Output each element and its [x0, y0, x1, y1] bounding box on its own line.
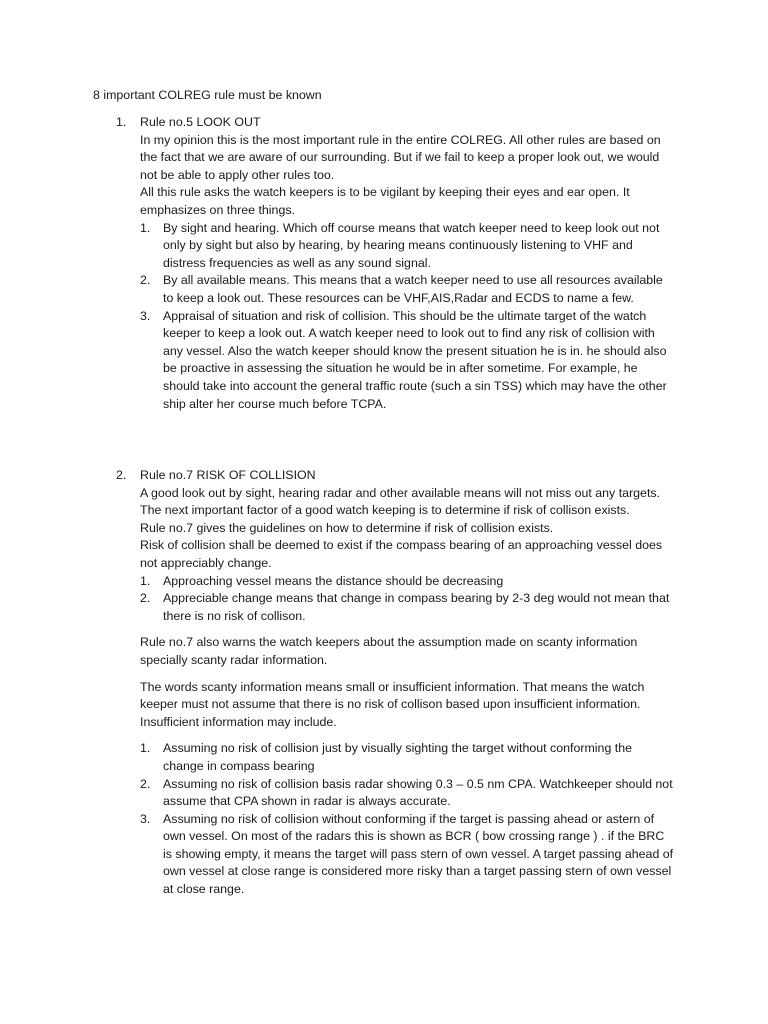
list-item [140, 272, 676, 307]
list-item-number: 2. [140, 591, 151, 606]
list-item-text: Appraisal of situation and risk of collision. This should be the ultimate target of the watch keeper to keep a look out. A watch keeper need to look out to find any risk of collision with any vessel. Also the watch keeper should know the present situation he is in. he should also be proactive in assessing the situation he would be in after sometime. For example, he should take into account the general traffic route (such a sin TSS) which may have the other ship alter her course much before TCPA. [163, 308, 667, 411]
list-item-number: 1. [140, 741, 151, 756]
sub-list [140, 220, 676, 414]
list-item-number: 2. [140, 273, 151, 288]
list-item-text: Assuming no risk of collision basis radar showing 0.3 – 0.5 nm CPA. Watchkeeper should not assume that CPA shown in radar is always accurate. [163, 776, 673, 809]
list-item-number: 3. [140, 308, 151, 323]
list-item [140, 776, 676, 811]
list-item [140, 740, 676, 775]
paragraph-scanty-information: The words scanty information means small or insufficient information. That means the watch keeper must not assume that there is no risk of collison based upon insufficient information. Insufficient information may include. [140, 679, 645, 729]
section-intro-2: All this rule asks the watch keepers is to be vigilant by keeping their eyes and ear open. It emphasizes on three things. [140, 185, 630, 217]
paragraph-warning: Rule no.7 also warns the watch keepers about the assumption made on scanty information specially scanty radar information. [140, 635, 638, 667]
section-intro-2: Rule no.7 gives the guidelines on how to determine if risk of collision exists. [140, 520, 554, 535]
section-number: 1. [116, 115, 127, 129]
list-item-text: Assuming no risk of collision just by visually sighting the target without conforming the change in compass bearing [163, 741, 633, 773]
section-heading-text: Rule no.7 RISK OF COLLISION [140, 468, 316, 482]
section-intro: In my opinion this is the most important rule in the entire COLREG. All other rules are based on the fact that we are aware of our surrounding. But if we fail to keep a proper look out, we would not be able to apply other rules too. [140, 132, 661, 182]
list-item-text: Assuming no risk of collision without conforming if the target is passing ahead or astern of own vessel. On most of the radars this is shown as BCR ( bow crossing range ) . if the BRC is showing empty, it means the target will pass stern of own vessel. A target passing ahead of own vessel at close range is considered more risky than a target passing stern of own vessel at close range. [163, 811, 674, 897]
list-item-number: 3. [140, 811, 151, 826]
sub-list [140, 740, 676, 898]
list-item [140, 811, 676, 899]
list-item-number: 1. [140, 220, 151, 235]
list-item [140, 590, 676, 625]
sub-list [140, 573, 676, 626]
list-item-text: Appreciable change means that change in compass bearing by 2-3 deg would not mean that there is no risk of collison. [163, 591, 670, 623]
section-heading [116, 467, 676, 485]
section-rule-5 [116, 114, 676, 413]
list-item-number: 2. [140, 776, 151, 791]
document-title: 8 important COLREG rule must be known [93, 88, 322, 102]
section-number: 2. [116, 468, 127, 482]
list-item [140, 220, 676, 273]
section-heading-text: Rule no.5 LOOK OUT [140, 115, 261, 129]
list-item [140, 573, 676, 591]
list-item [140, 308, 676, 414]
section-intro-3: Risk of collision shall be deemed to exist if the compass bearing of an approaching vessel does not appreciably change. [140, 538, 663, 570]
section-intro: A good look out by sight, hearing radar and other available means will not miss out any targets. The next important factor of a good watch keeping is to determine if risk of collison exists. [140, 485, 661, 518]
section-rule-7 [116, 467, 676, 899]
list-item-number: 1. [140, 573, 151, 588]
list-item-text: By sight and hearing. Which off course means that watch keeper need to keep look out not only by sight but also by hearing, by hearing means continuously listening to VHF and distress frequencies as well as any sound signal. [163, 220, 660, 270]
list-item-text: Approaching vessel means the distance should be decreasing [163, 573, 504, 588]
list-item-text: By all available means. This means that a watch keeper need to use all resources available to keep a look out. These resources can be VHF,AIS,Radar and ECDS to name a few. [163, 273, 663, 305]
section-heading [116, 114, 676, 132]
